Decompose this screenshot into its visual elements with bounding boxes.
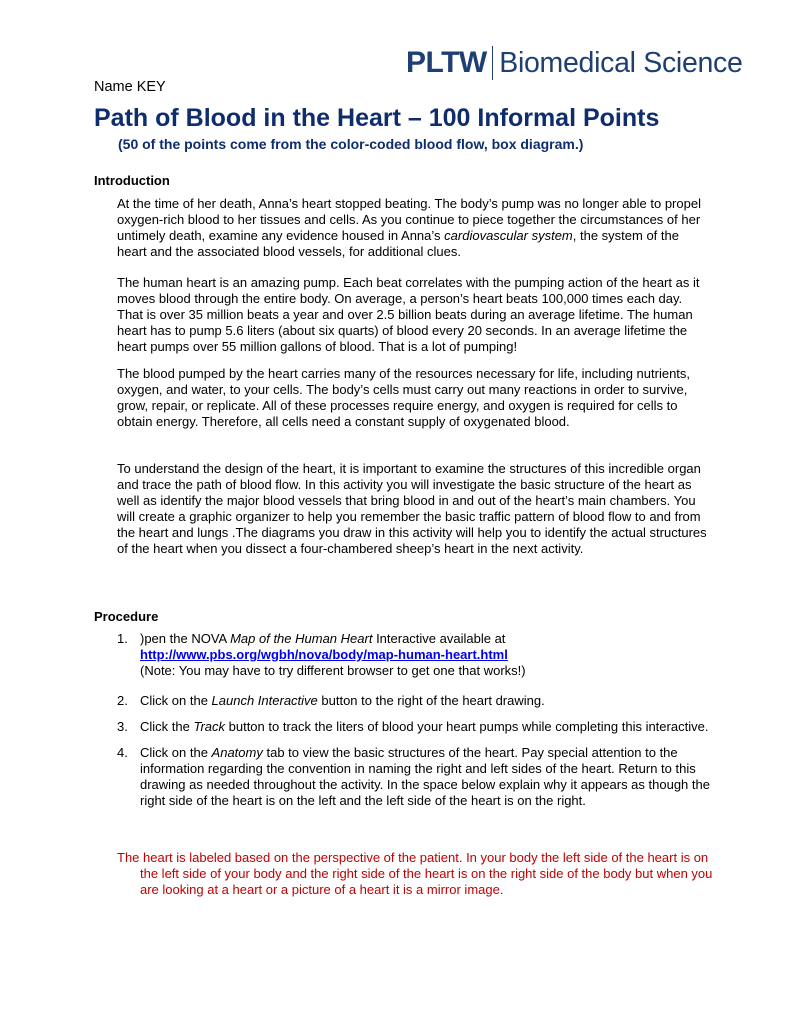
step-note: (Note: You may have to try different browser to get one that works!) — [140, 663, 526, 678]
logo-brand: PLTW — [406, 46, 487, 79]
step-emphasis: Track — [193, 719, 226, 734]
step-number: 1. — [117, 631, 128, 646]
step-text-a: )pen the NOVA — [140, 631, 231, 646]
step-text-b: button to the right of the heart drawing. — [317, 693, 545, 708]
step-emphasis: Launch Interactive — [211, 693, 318, 708]
step-text-a: Click the — [140, 719, 194, 734]
procedure-step-2 — [117, 693, 717, 709]
page-subtitle: (50 of the points come from the color-coded blood flow, box diagram.) — [118, 136, 584, 152]
logo-divider — [492, 46, 494, 80]
step-emphasis: Anatomy — [211, 745, 263, 760]
procedure-steps — [117, 631, 717, 819]
step-number: 3. — [117, 719, 128, 734]
intro-p1-text-a: At the time of her death, Anna’s heart stopped beating. The body’s pump was no longer able to propel oxygen-rich blood to her tissues and cells. As you continue to piece together the circumstances of her untimely death, examine any evidence housed in Anna’s — [117, 196, 701, 243]
procedure-step-4 — [117, 745, 717, 809]
intro-paragraph-4: To understand the design of the heart, it is important to examine the structures of this incredible organ and trace the path of blood flow. In this activity you will investigate the basic structure of the heart as well as identify the major blood vessels that bring blood in and out of the heart’s main chambers. You will create a graphic organizer to help you remember the basic traffic pattern of blood flow to and from the heart and lungs .The diagrams you draw in this activity will help you to identify the actual structures of the heart when you dissect a four-chambered sheep’s heart in the next activity. — [117, 461, 707, 556]
nova-interactive-link[interactable]: http://www.pbs.org/wgbh/nova/body/map-human-heart.html — [140, 647, 508, 662]
name-line: Name KEY — [94, 79, 166, 95]
step-text-b: Interactive available at — [372, 631, 506, 646]
page-title: Path of Blood in the Heart – 100 Informal Points — [94, 104, 660, 132]
pltw-logo — [406, 46, 743, 80]
intro-paragraph-1 — [117, 196, 707, 260]
step-text-b: tab to view the basic structures of the heart. Pay special attention to the information regarding the convention in naming the right and left sides of the heart. Return to this drawing as needed throughout the activity. In the space below explain why it appears as though the right side of the heart is on the left and the left side of the heart is on the right. — [140, 745, 710, 808]
step-text-a: Click on the — [140, 745, 212, 760]
step-number: 2. — [117, 693, 128, 708]
step-text-b: button to track the liters of blood your heart pumps while completing this interactive. — [225, 719, 709, 734]
intro-paragraph-2: The human heart is an amazing pump. Each beat correlates with the pumping action of the heart as it moves blood through the entire body. On average, a person’s heart beats 100,000 times each day. That is over 35 million beats a year and over 2.5 billion beats during an average lifetime. The human heart has to pump 5.6 liters (about six quarts) of blood every 20 seconds. In an average lifetime the heart pumps over 55 million gallons of blood. That is a lot of pumping! — [117, 275, 700, 354]
step-text-a: Click on the — [140, 693, 212, 708]
introduction-heading: Introduction — [94, 173, 170, 188]
procedure-step-3 — [117, 719, 717, 735]
step-number: 4. — [117, 745, 128, 760]
logo-program: Biomedical Science — [499, 46, 743, 79]
procedure-step-1 — [117, 631, 717, 679]
intro-p1-text-b: , the system of the heart and the associated blood vessels, for additional clues. — [117, 228, 679, 259]
intro-p1-emphasis: cardiovascular system — [444, 228, 573, 243]
intro-paragraph-3: The blood pumped by the heart carries many of the resources necessary for life, including nutrients, oxygen, and water, to your cells. The body’s cells must carry out many reactions in order to survive, grow, repair, or replicate. All of these processes require energy, and oxygen is required for cells to obtain energy. Therefore, all cells need a constant supply of oxygenated blood. — [117, 366, 691, 429]
step-emphasis: Map of the Human Heart — [230, 631, 373, 646]
procedure-heading: Procedure — [94, 609, 159, 624]
answer-text: The heart is labeled based on the perspective of the patient. In your body the left side of the heart is on the left side of your body and the right side of the heart is on the right side of the body but when you are looking at a heart or a picture of a heart it is a mirror image. — [117, 850, 713, 897]
